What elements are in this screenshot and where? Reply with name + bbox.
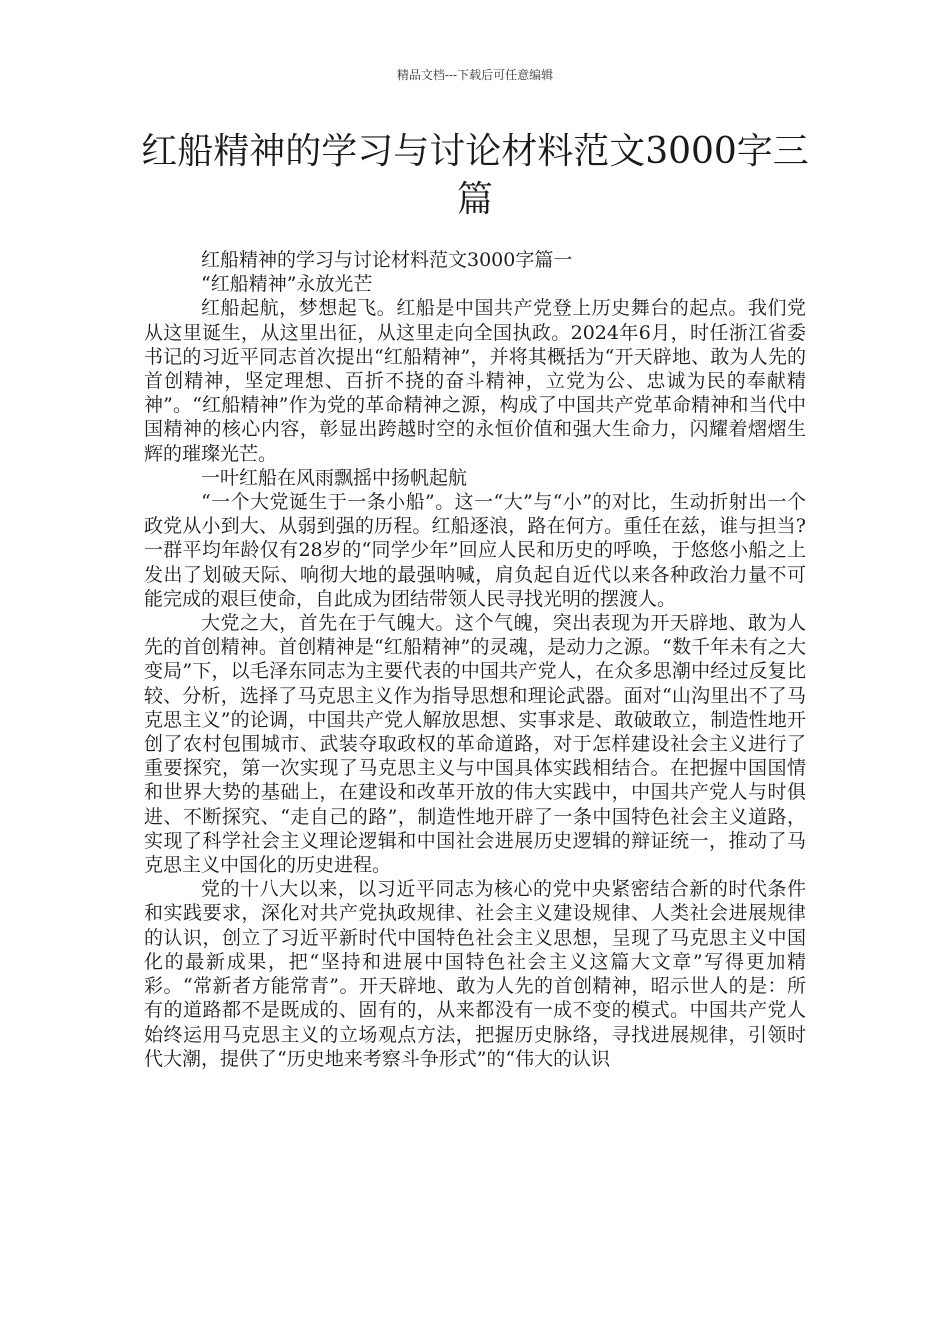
subheading: 一叶红船在风雨飘摇中扬帆起航: [201, 466, 468, 489]
section-heading: 红船精神的学习与讨论材料范文3000字篇一: [201, 249, 573, 271]
document-body: [144, 248, 806, 1071]
paragraph: 红船起航，梦想起飞。红船是中国共产党登上历史舞台的起点。我们党从这里诞生，从这里出征，从这里走向全国执政。2024年6月，时任浙江省委书记的习近平同志首次提出“红船精神”，并将其概括为“开天辟地、敢为人先的首创精神，坚定理想、百折不挠的奋斗精神，立党为公、忠诚为民的奉献精神”。“红船精神”作为党的革命精神之源，构成了中国共产党革命精神和当代中国精神的核心内容，彰显出跨越时空的永恒价值和强大生命力，闪耀着熠熠生辉的璀璨光芒。: [144, 297, 806, 465]
header-note: 精品文档---下载后可任意编辑: [396, 68, 554, 82]
subtitle: “红船精神”永放光芒: [201, 273, 373, 296]
paragraph: 大党之大，首先在于气魄大。这个气魄，突出表现为开天辟地、敢为人先的首创精神。首创精神是“红船精神”的灵魂，是动力之源。“数千年未有之大变局”下，以毛泽东同志为主要代表的中国共产党人，在众多思潮中经过反复比较、分析，选择了马克思主义作为指导思想和理论武器。面对“山沟里出不了马克思主义”的论调，中国共产党人解放思想、实事求是、敢破敢立，制造性地开创了农村包围城市、武装夺取政权的革命道路，对于怎样建设社会主义进行了重要探究，第一次实现了马克思主义与中国具体实践相结合。在把握中国国情和世界大势的基础上，在建设和改革开放的伟大实践中，中国共产党人与时俱进、不断探究、“走自己的路”，制造性地开辟了一条中国特色社会主义道路，实现了科学社会主义理论逻辑和中国社会进展历史逻辑的辩证统一，推动了马克思主义中国化的历史进程。: [144, 612, 806, 877]
paragraph: 党的十八大以来，以习近平同志为核心的党中央紧密结合新的时代条件和实践要求，深化对共产党执政规律、社会主义建设规律、人类社会进展规律的认识，创立了习近平新时代中国特色社会主义思想，呈现了马克思主义中国化的最新成果，把“坚持和进展中国特色社会主义这篇大文章”写得更加精彩。“常新者方能常青”。开天辟地、敢为人先的首创精神，昭示世人的是：所有的道路都不是既成的、固有的，从来都没有一成不变的模式。中国共产党人始终运用马克思主义的立场观点方法，把握历史脉络，寻找进展规律，引领时代大潮，提供了“历史地来考察斗争形式”的“伟大的认识: [144, 878, 806, 1070]
page-title: 红船精神的学习与讨论材料范文3000字三篇: [141, 131, 809, 220]
paragraph: “一个大党诞生于一条小船”。这一“大”与“小”的对比，生动折射出一个政党从小到大、从弱到强的历程。红船逐浪，路在何方。重任在兹，谁与担当?一群平均年龄仅有28岁的“同学少年”回应人民和历史的呼唤，于悠悠小船之上发出了划破天际、响彻大地的最强呐喊，肩负起自近代以来各种政治力量不可能完成的艰巨使命，自此成为团结带领人民寻找光明的摆渡人。: [144, 491, 806, 610]
